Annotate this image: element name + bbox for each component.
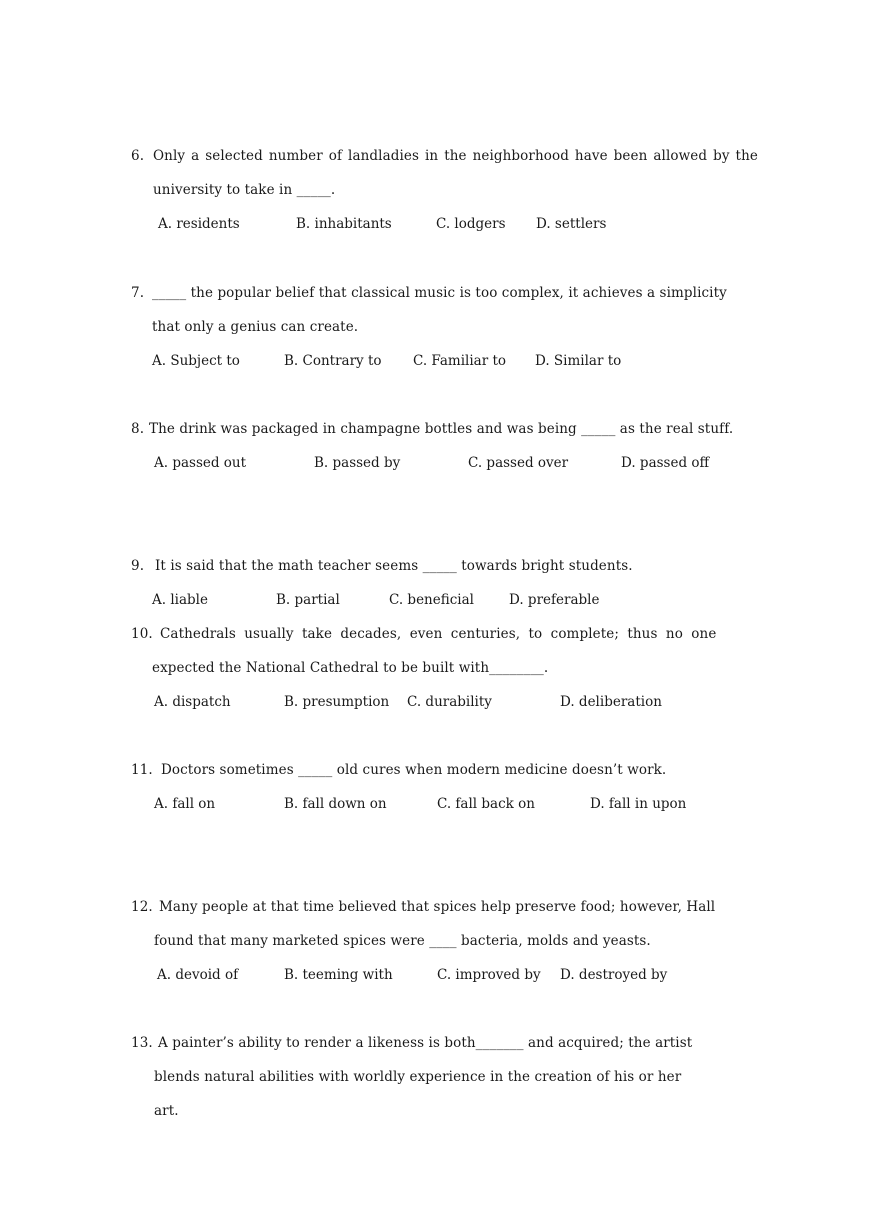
question-number: 9. bbox=[131, 558, 145, 574]
option-d: D. deliberation bbox=[560, 694, 662, 710]
option-c: C. durability bbox=[407, 694, 492, 710]
option-b: B. fall down on bbox=[284, 796, 387, 812]
option-a: A. liable bbox=[152, 592, 208, 608]
option-b: B. partial bbox=[276, 592, 340, 608]
option-b: B. teeming with bbox=[284, 967, 393, 983]
option-d: D. destroyed by bbox=[560, 967, 668, 983]
question-number: 10. bbox=[131, 626, 153, 642]
question-stem-line: Only a selected number of landladies in the neighborhood have been allowed by the bbox=[153, 148, 758, 164]
question-number: 8. bbox=[131, 421, 145, 437]
option-c: C. beneficial bbox=[389, 592, 474, 608]
option-d: D. passed off bbox=[621, 455, 710, 471]
question-stem-line: blends natural abilities with worldly experience in the creation of his or her bbox=[154, 1069, 682, 1085]
option-a: A. devoid of bbox=[157, 967, 239, 983]
option-a: A. residents bbox=[158, 216, 240, 232]
option-d: D. fall in upon bbox=[590, 796, 687, 812]
option-b: B. inhabitants bbox=[296, 216, 392, 232]
question-number: 11. bbox=[131, 762, 153, 778]
option-c: C. passed over bbox=[468, 455, 569, 471]
option-c: C. Familiar to bbox=[413, 353, 507, 369]
option-a: A. dispatch bbox=[154, 694, 231, 710]
question-stem-line: The drink was packaged in champagne bottles and was being _____ as the real stuff. bbox=[149, 421, 734, 437]
option-b: B. presumption bbox=[284, 694, 390, 710]
option-b: B. Contrary to bbox=[284, 353, 382, 369]
question-stem-line: It is said that the math teacher seems _____ towards bright students. bbox=[155, 558, 633, 574]
question-stem-line: _____ the popular belief that classical music is too complex, it achieves a simplicity bbox=[152, 285, 727, 301]
question-stem-line: found that many marketed spices were ____ bacteria, molds and yeasts. bbox=[154, 933, 651, 949]
question-stem-line: Many people at that time believed that spices help preserve food; however, Hall bbox=[159, 899, 716, 915]
option-c: C. fall back on bbox=[437, 796, 535, 812]
option-c: C. lodgers bbox=[436, 216, 506, 232]
option-b: B. passed by bbox=[314, 455, 401, 471]
option-a: A. Subject to bbox=[152, 353, 240, 369]
question-stem-line: that only a genius can create. bbox=[152, 319, 359, 335]
option-a: A. fall on bbox=[154, 796, 216, 812]
option-d: D. preferable bbox=[509, 592, 600, 608]
option-c: C. improved by bbox=[437, 967, 541, 983]
question-stem-line: university to take in _____. bbox=[153, 182, 336, 198]
question-stem-line: Doctors sometimes _____ old cures when modern medicine doesn’t work. bbox=[161, 762, 667, 778]
question-stem-line: expected the National Cathedral to be built with________. bbox=[152, 660, 549, 676]
option-a: A. passed out bbox=[154, 455, 247, 471]
question-number: 7. bbox=[131, 285, 145, 301]
question-stem-line: art. bbox=[154, 1103, 179, 1119]
question-stem-line: A painter’s ability to render a likeness is both_______ and acquired; the artist bbox=[158, 1035, 693, 1051]
question-number: 12. bbox=[131, 899, 153, 915]
option-d: D. Similar to bbox=[535, 353, 622, 369]
option-d: D. settlers bbox=[536, 216, 607, 232]
question-number: 6. bbox=[131, 148, 145, 164]
question-stem-line: Cathedrals usually take decades, even centuries, to complete; thus no one bbox=[160, 626, 717, 642]
question-number: 13. bbox=[131, 1035, 153, 1051]
